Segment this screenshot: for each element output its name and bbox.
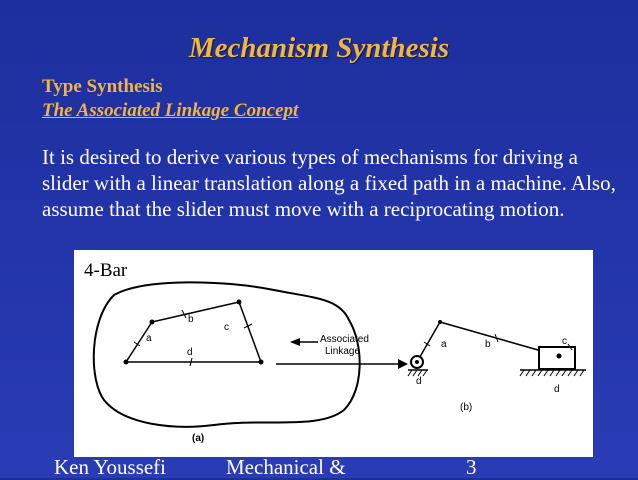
label-d: d	[187, 347, 193, 358]
label-b: b	[188, 314, 194, 325]
label-b-d1: d	[416, 376, 422, 387]
hatching	[520, 370, 584, 376]
label-a: a	[146, 333, 152, 344]
section-heading: Type Synthesis	[42, 76, 163, 97]
footer-author: Ken Youssefi	[54, 455, 167, 479]
label-b-b: b	[485, 339, 491, 350]
slide-title: Mechanism Synthesis	[188, 32, 450, 64]
caption-b: (b)	[460, 402, 473, 413]
slider-block	[539, 347, 575, 369]
joint	[150, 320, 155, 325]
caption-a: (a)	[192, 433, 205, 444]
linkage-diagram	[74, 250, 593, 457]
figure-label: 4-Bar	[84, 260, 128, 281]
arrow-left-head	[290, 338, 300, 346]
label-b-d2: d	[554, 384, 560, 395]
section-subheading: The Associated Linkage Concept	[42, 100, 299, 121]
ground-pivot-center	[415, 360, 419, 364]
associated-text-1: Associated	[320, 334, 369, 345]
footer-dept: Mechanical &	[226, 455, 346, 479]
footer-page-number: 3	[466, 455, 477, 479]
link-c	[239, 302, 261, 362]
link-b	[152, 302, 239, 322]
joint	[124, 360, 129, 365]
label-b-c: c	[562, 336, 567, 347]
joint	[237, 300, 242, 305]
label-c: c	[224, 322, 229, 333]
associated-text-2: Linkage	[325, 346, 361, 357]
ground-outline	[94, 282, 360, 426]
slider-pin	[557, 354, 562, 359]
label-b-a: a	[441, 339, 447, 350]
arrow-right-head	[398, 359, 408, 369]
crank-pin	[438, 320, 442, 324]
body-paragraph: It is desired to derive various types of mechanisms for driving a slider with a linear translation along a fixed path in a machine. Also, assume that the slider must move with a reciprocating motion.	[42, 145, 616, 221]
joint	[259, 360, 264, 365]
linkage-figure	[74, 250, 593, 457]
